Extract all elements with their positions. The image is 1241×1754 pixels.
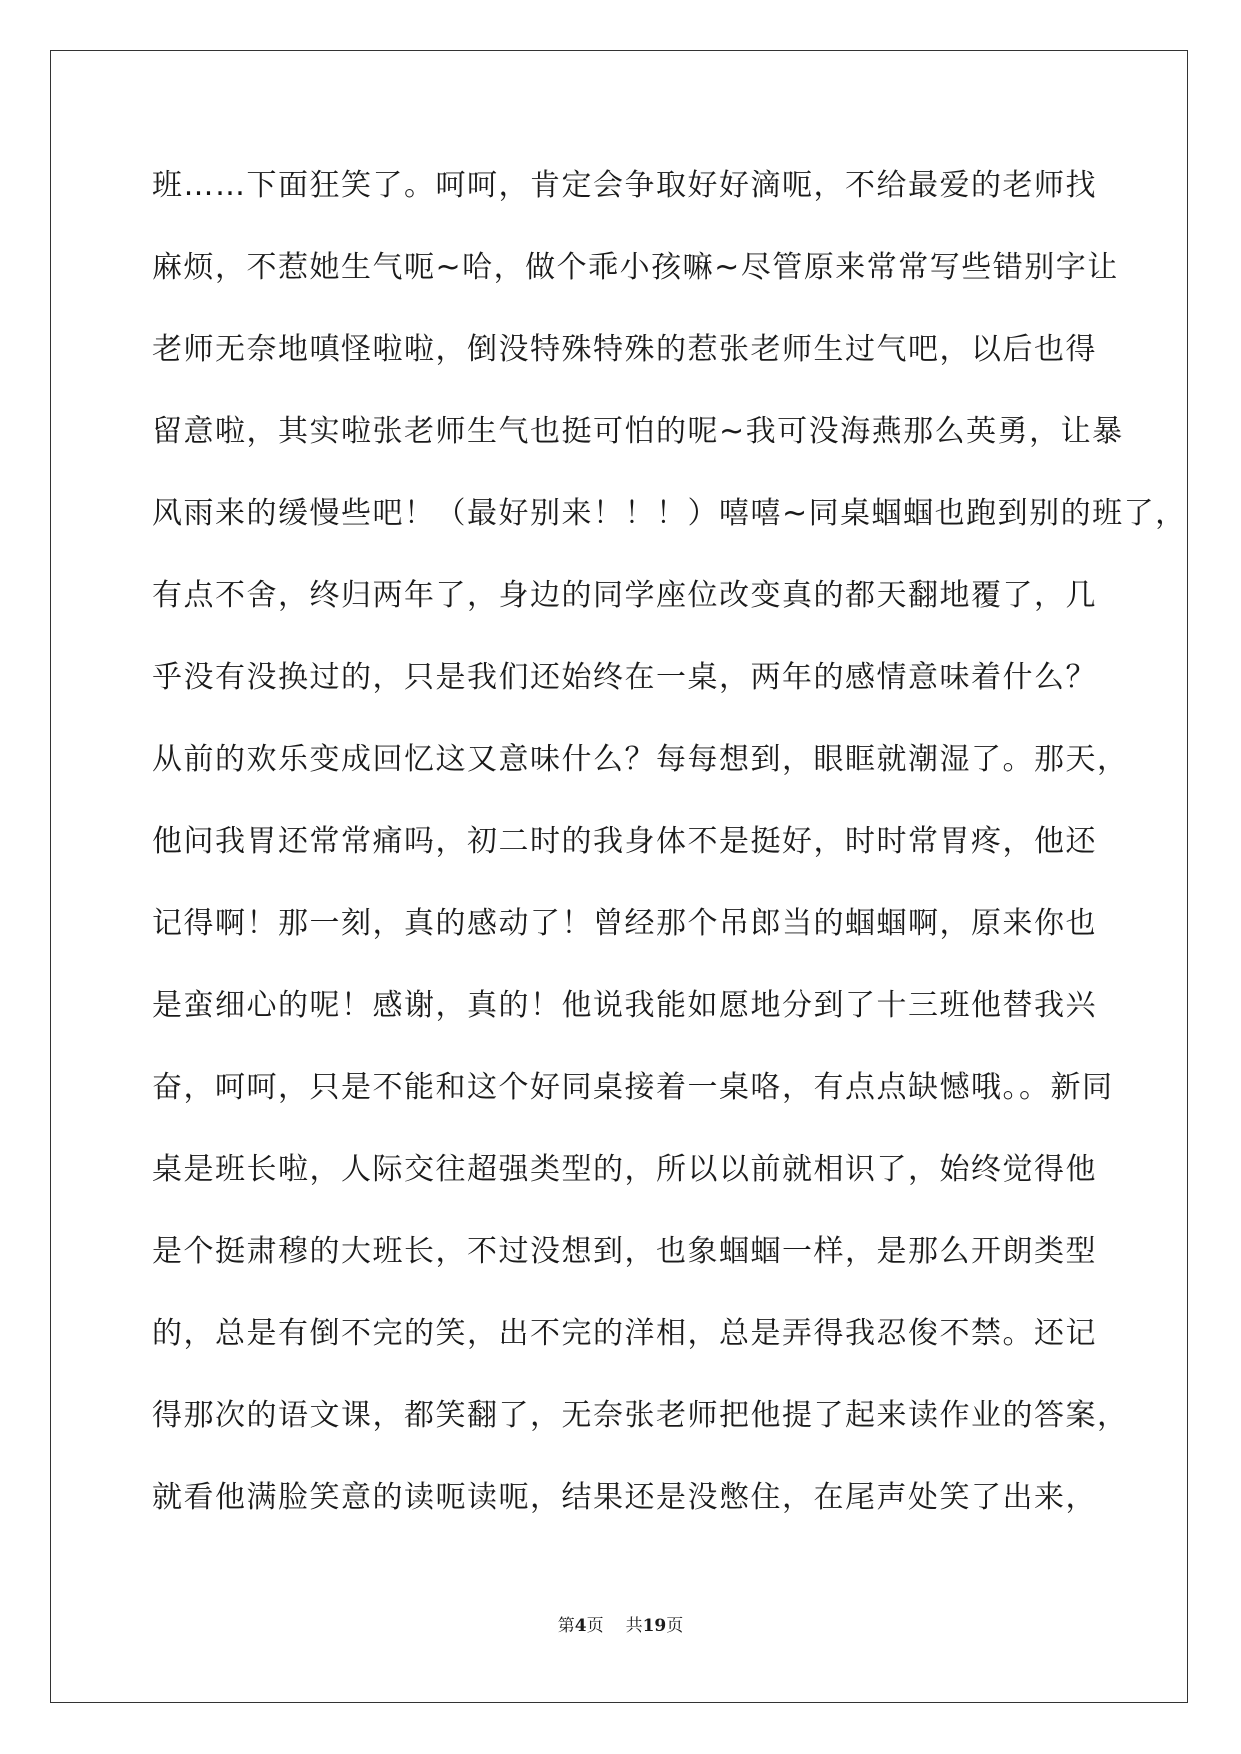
- text-line: 风雨来的缓慢些吧！（最好别来！！！）嘻嘻~同桌蝈蝈也跑到别的班了，: [152, 496, 1187, 531]
- text-line: 记得啊！那一刻，真的感动了！曾经那个吊郎当的蝈蝈啊，原来你也: [152, 906, 1097, 941]
- text-line: 的，总是有倒不完的笑，出不完的洋相，总是弄得我忍俊不禁。还记: [152, 1316, 1097, 1351]
- text-line: 奋，呵呵，只是不能和这个好同桌接着一桌咯，有点点缺憾哦。。新同: [152, 1070, 1114, 1105]
- text-line: 留意啦，其实啦张老师生气也挺可怕的呢~我可没海燕那么英勇，让暴: [152, 414, 1124, 449]
- text-line: 班……下面狂笑了。呵呵，肯定会争取好好滴呃，不给最爱的老师找: [152, 168, 1097, 203]
- text-line: 桌是班长啦，人际交往超强类型的，所以以前就相识了，始终觉得他: [152, 1152, 1097, 1187]
- page-prefix: 第: [557, 1616, 575, 1636]
- total-prefix: 共: [625, 1616, 643, 1636]
- page-footer: [0, 1611, 1241, 1636]
- text-line: 麻烦，不惹她生气呃~哈，做个乖小孩嘛~尽管原来常常写些错别字让: [152, 250, 1119, 285]
- total-suffix: 页: [666, 1616, 684, 1636]
- text-line: 老师无奈地嗔怪啦啦，倒没特殊特殊的惹张老师生过气吧，以后也得: [152, 332, 1097, 367]
- text-line: 有点不舍，终归两年了，身边的同学座位改变真的都天翻地覆了，几: [152, 578, 1097, 613]
- text-line: 从前的欢乐变成回忆这又意味什么？每每想到，眼眶就潮湿了。那天，: [152, 742, 1129, 777]
- page-suffix: 页: [586, 1616, 604, 1636]
- document-body: [152, 160, 1187, 1554]
- text-line: 他问我胃还常常痛吗，初二时的我身体不是挺好，时时常胃疼，他还: [152, 824, 1097, 859]
- total-pages: 19: [642, 1616, 667, 1636]
- page-number: 4: [574, 1616, 587, 1636]
- text-line: 乎没有没换过的，只是我们还始终在一桌，两年的感情意味着什么？: [152, 660, 1097, 695]
- text-line: 是蛮细心的呢！感谢，真的！他说我能如愿地分到了十三班他替我兴: [152, 988, 1097, 1023]
- text-line: 得那次的语文课，都笑翻了，无奈张老师把他提了起来读作业的答案，: [152, 1398, 1129, 1433]
- text-line: 就看他满脸笑意的读呃读呃，结果还是没憋住，在尾声处笑了出来，: [152, 1480, 1097, 1515]
- text-line: 是个挺肃穆的大班长，不过没想到，也象蝈蝈一样，是那么开朗类型: [152, 1234, 1097, 1269]
